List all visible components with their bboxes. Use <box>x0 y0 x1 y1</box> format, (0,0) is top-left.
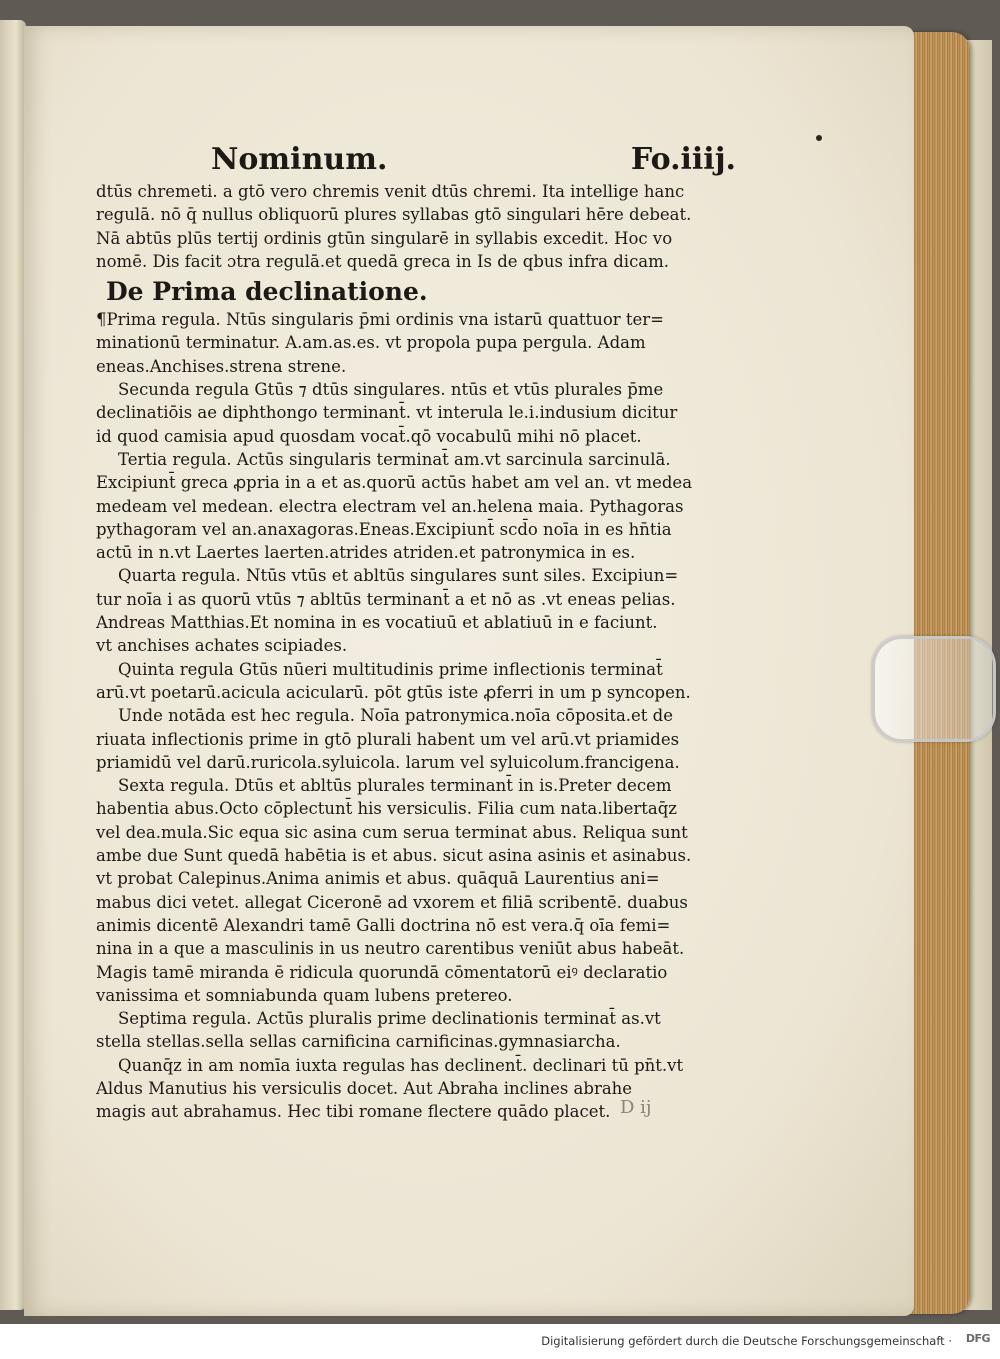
text-line: actū in n.vt Laertes laerten.atrides atriden.et patronymica in es. <box>96 543 636 563</box>
dfg-logo-icon: DFG <box>965 1332 990 1345</box>
page-header <box>211 140 736 180</box>
page-clip <box>872 636 996 742</box>
text-line: nina in a que a masculinis in us neutro carentibus veniūt abus habeāt. <box>96 939 685 959</box>
text-line: pythagoram vel an.anaxagoras.Eneas.Excipiunt̄ scd̄o noīa in es hn̄tia <box>96 519 672 539</box>
text-line: Quinta regula Gtūs nūeri multitudinis prime inflectionis terminat̄ <box>118 659 663 679</box>
text-line: regulā. nō q̄ nullus obliquorū plures syllabas gtō singulari hēre debeat. <box>96 205 692 225</box>
text-line: Sexta regula. Dtūs et abltūs plurales terminant̄ in is.Preter decem <box>118 776 672 796</box>
page-text <box>96 140 736 1124</box>
text-line: tur noīa i as quorū vtūs ⁊ abltūs terminant̄ a et nō as .vt eneas pelias. <box>96 589 676 609</box>
text-line: Quanq̄z in am nomīa iuxta regulas has declinent̄. declinari tū pn̄t.vt <box>118 1055 684 1075</box>
text-line: Aldus Manutius his versiculis docet. Aut Abraha inclines abrahe <box>96 1078 633 1098</box>
section-title: De Prima declinatione. <box>106 277 428 307</box>
text-line: vt probat Calepinus.Anima animis et abus. quāquā Laurentius ani= <box>96 869 660 889</box>
left-page-edge <box>0 20 26 1310</box>
text-line: animis dicentē Alexandri tamē Galli doctrina nō est vera.q̄ oīa femi= <box>96 915 671 935</box>
text-line: priamidū vel darū.ruricola.syluicola. larum vel syluicolum.francigena. <box>96 752 680 772</box>
text-line: Tertia regula. Actūs singularis terminat̄ am.vt sarcinula sarcinulā. <box>118 449 671 469</box>
text-line: declinatiōis ae diphthongo terminant̄. vt interula le.i.indusium dicitur <box>96 403 678 423</box>
text-line: Andreas Matthias.Et nomina in es vocatiuū et ablatiuū in e faciunt. <box>96 613 658 633</box>
funding-credit: Digitalisierung gefördert durch die Deutsche Forschungsgemeinschaft · <box>541 1334 952 1348</box>
ink-dot <box>816 135 822 141</box>
text-line: id quod camisia apud quosdam vocat̄.qō vocabulū mihi nō placet. <box>96 426 642 446</box>
text-line: riuata inflectionis prime in gtō plurali habent um vel arū.vt priamides <box>96 729 680 749</box>
text-line: Nā abtūs plūs tertij ordinis gtūn singularē in syllabis excedit. Hoc vo <box>96 228 673 248</box>
text-line: habentia abus.Octo cōplectunt̄ his versiculis. Filia cum nata.libertaq̄z <box>96 799 678 819</box>
text-line: vel dea.mula.Sic equa sic asina cum serua terminat abus. Reliqua sunt <box>96 822 688 842</box>
text-line: vt anchises achates scipiades. <box>96 636 348 656</box>
footer-bar <box>0 1324 1000 1359</box>
text-line: magis aut abrahamus. Hec tibi romane flectere quādo placet. <box>96 1102 611 1122</box>
text-line: Magis tamē miranda ē ridicula quorundā cōmentatorū eiꝰ declaratio <box>96 962 668 982</box>
text-line: ambe due Sunt quedā habētia is et abus. sicut asina asinis et asinabus. <box>96 846 692 866</box>
signature-mark: D ij <box>620 1097 652 1118</box>
text-line: vanissima et somniabunda quam lubens pretereo. <box>96 985 513 1005</box>
text-line: minationū terminatur. A.am.as.es. vt propola pupa pergula. Adam <box>96 333 646 353</box>
text-line: Excipiunt̄ greca ꝓpria in a et as.quorū actūs habet am vel an. vt medea <box>96 473 693 493</box>
text-line: ¶Prima regula. Ntūs singularis p̄mi ordinis vna istarū quattuor ter= <box>96 310 664 330</box>
text-line: Unde notāda est hec regula. Noīa patronymica.noīa cōposita.et de <box>118 706 673 726</box>
folio-number: Fo.iiij. <box>630 142 736 177</box>
text-line: arū.vt poetarū.acicula acicularū. pōt gtūs iste ꝓferri in um p syncopen. <box>96 682 691 702</box>
text-line: Secunda regula Gtūs ⁊ dtūs singulares. ntūs et vtūs plurales p̄me <box>118 380 664 400</box>
text-line: medeam vel medean. electra electram vel an.helena maia. Pythagoras <box>96 496 684 516</box>
text-line: stella stellas.sella sellas carnificina carnificinas.gymnasiarcha. <box>96 1032 621 1052</box>
text-line: dtūs chremeti. a gtō vero chremis venit dtūs chremi. Ita intellige hanc <box>96 182 685 201</box>
text-line: eneas.Anchises.strena strene. <box>96 356 347 376</box>
text-line: Septima regula. Actūs pluralis prime declinationis terminat̄ as.vt <box>118 1009 661 1029</box>
text-line: mabus dici vetet. allegat Ciceronē ad vxorem et filiā scribentē. duabus <box>96 892 688 912</box>
text-line: nomē. Dis facit ɔtra regulā.et quedā greca in Is de qbus infra dicam. <box>96 251 670 271</box>
running-title: Nominum. <box>211 142 388 177</box>
text-line: Quarta regula. Ntūs vtūs et abltūs singulares sunt siles. Excipiun= <box>118 566 679 586</box>
